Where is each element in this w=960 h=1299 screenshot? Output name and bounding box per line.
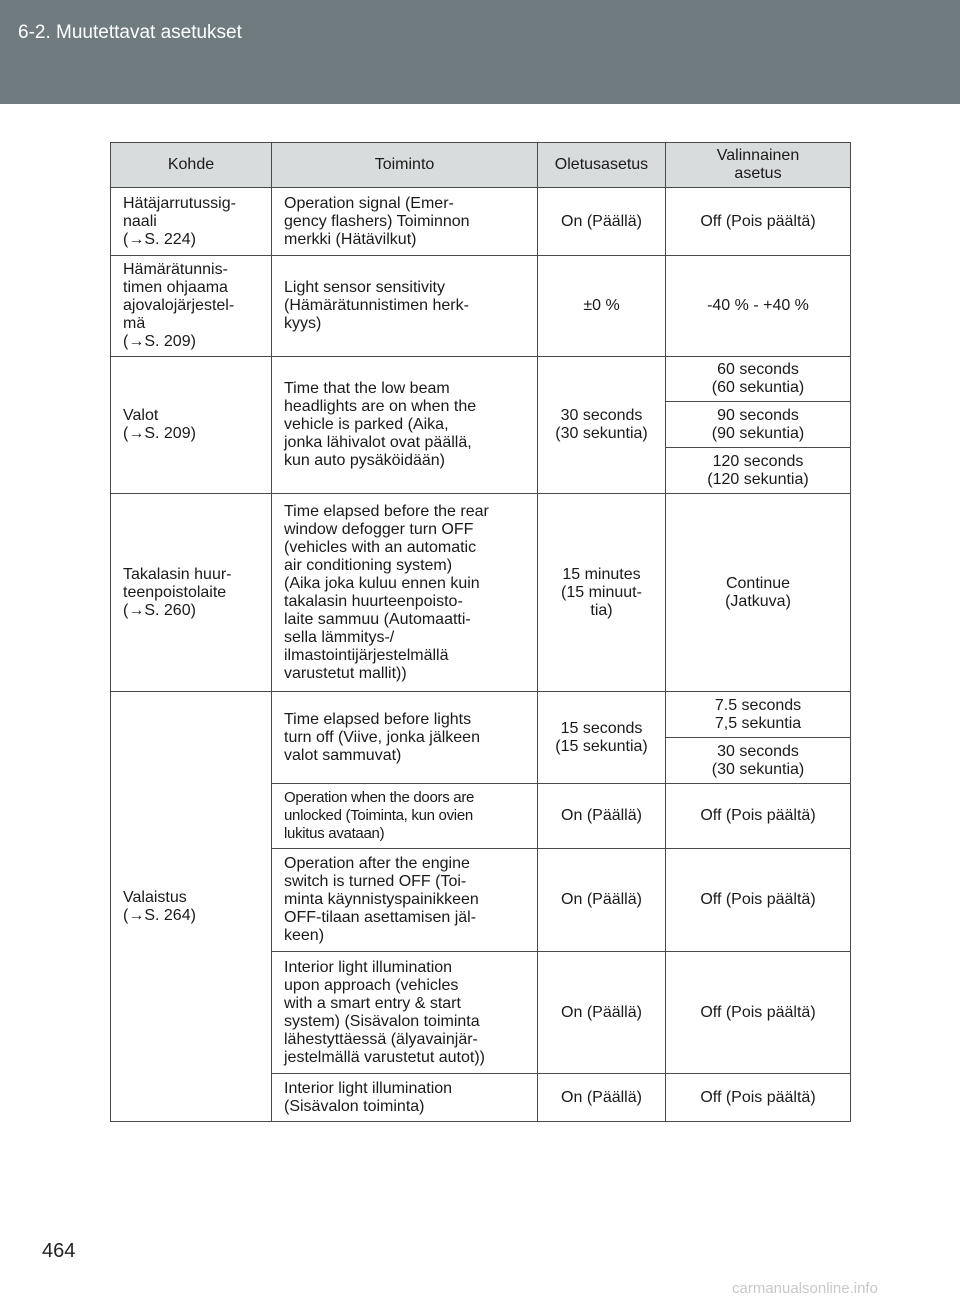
watermark-text: carmanualsonline.info — [732, 1280, 878, 1297]
table-row — [111, 494, 851, 692]
table-row — [111, 188, 851, 256]
default-cell: 15 minutes (15 minuut- tia) — [538, 494, 666, 692]
function-cell: Time elapsed before the rear window defogger turn OFF (vehicles with an automatic air conditioning system) (Aika joka kuluu ennen kuin takalasin huurteenpoisto- laite sammuu (Automaatti- sella lämmitys-/ ilmastointijärjestelmällä varustetut mallit)) — [272, 494, 538, 692]
option-cell: Off (Pois päältä) — [666, 1074, 851, 1122]
option-cell: Off (Pois päältä) — [666, 784, 851, 849]
column-header: Toiminto — [272, 143, 538, 188]
settings-table — [110, 142, 851, 1122]
option-cell: 7.5 seconds 7,5 sekuntia — [666, 692, 851, 738]
default-cell: On (Päällä) — [538, 952, 666, 1074]
default-cell: 30 seconds (30 sekuntia) — [538, 357, 666, 494]
option-cell: -40 % - +40 % — [666, 256, 851, 357]
option-cell: 60 seconds (60 sekuntia) — [666, 357, 851, 402]
default-cell: ±0 % — [538, 256, 666, 357]
table-row — [111, 692, 851, 738]
item-cell: Hämärätunnis- timen ohjaama ajovalojärjestel- mä (→S. 209) — [111, 256, 272, 357]
default-cell: On (Päällä) — [538, 784, 666, 849]
option-cell: Off (Pois päältä) — [666, 849, 851, 952]
section-header — [0, 0, 960, 104]
section-title: 6-2. Muutettavat asetukset — [18, 22, 242, 43]
function-cell: Operation when the doors are unlocked (Toiminta, kun ovien lukitus avataan) — [272, 784, 538, 849]
table-row — [111, 357, 851, 402]
function-cell: Operation signal (Emer- gency flashers) Toiminnon merkki (Hätävilkut) — [272, 188, 538, 256]
function-cell: Operation after the engine switch is turned OFF (Toi- minta käynnistyspainikkeen OFF-tilaan asettamisen jäl- keen) — [272, 849, 538, 952]
option-cell: Off (Pois päältä) — [666, 188, 851, 256]
option-cell: 90 seconds (90 sekuntia) — [666, 402, 851, 448]
function-cell: Interior light illumination upon approach (vehicles with a smart entry & start system) (Sisävalon toiminta lähestyttäessä (älyavainjär- jestelmällä varustetut autot)) — [272, 952, 538, 1074]
function-cell: Interior light illumination (Sisävalon toiminta) — [272, 1074, 538, 1122]
item-cell: Valot (→S. 209) — [111, 357, 272, 494]
option-cell: Off (Pois päältä) — [666, 952, 851, 1074]
function-cell: Light sensor sensitivity (Hämärätunnistimen herk- kyys) — [272, 256, 538, 357]
table-row — [111, 256, 851, 357]
table-header-row — [111, 143, 851, 188]
item-cell: Valaistus (→S. 264) — [111, 692, 272, 1122]
column-header: Oletusasetus — [538, 143, 666, 188]
function-cell: Time elapsed before lights turn off (Viive, jonka jälkeen valot sammuvat) — [272, 692, 538, 784]
function-cell: Time that the low beam headlights are on when the vehicle is parked (Aika, jonka lähivalot ovat päällä, kun auto pysäköidään) — [272, 357, 538, 494]
option-cell: 120 seconds (120 sekuntia) — [666, 448, 851, 494]
default-cell: On (Päällä) — [538, 188, 666, 256]
item-cell: Hätäjarrutussig- naali (→S. 224) — [111, 188, 272, 256]
default-cell: 15 seconds (15 sekuntia) — [538, 692, 666, 784]
default-cell: On (Päällä) — [538, 1074, 666, 1122]
option-cell: Continue (Jatkuva) — [666, 494, 851, 692]
item-cell: Takalasin huur- teenpoistolaite (→S. 260) — [111, 494, 272, 692]
column-header: Valinnainen asetus — [666, 143, 851, 188]
column-header: Kohde — [111, 143, 272, 188]
default-cell: On (Päällä) — [538, 849, 666, 952]
page-number: 464 — [42, 1240, 76, 1262]
option-cell: 30 seconds (30 sekuntia) — [666, 738, 851, 784]
